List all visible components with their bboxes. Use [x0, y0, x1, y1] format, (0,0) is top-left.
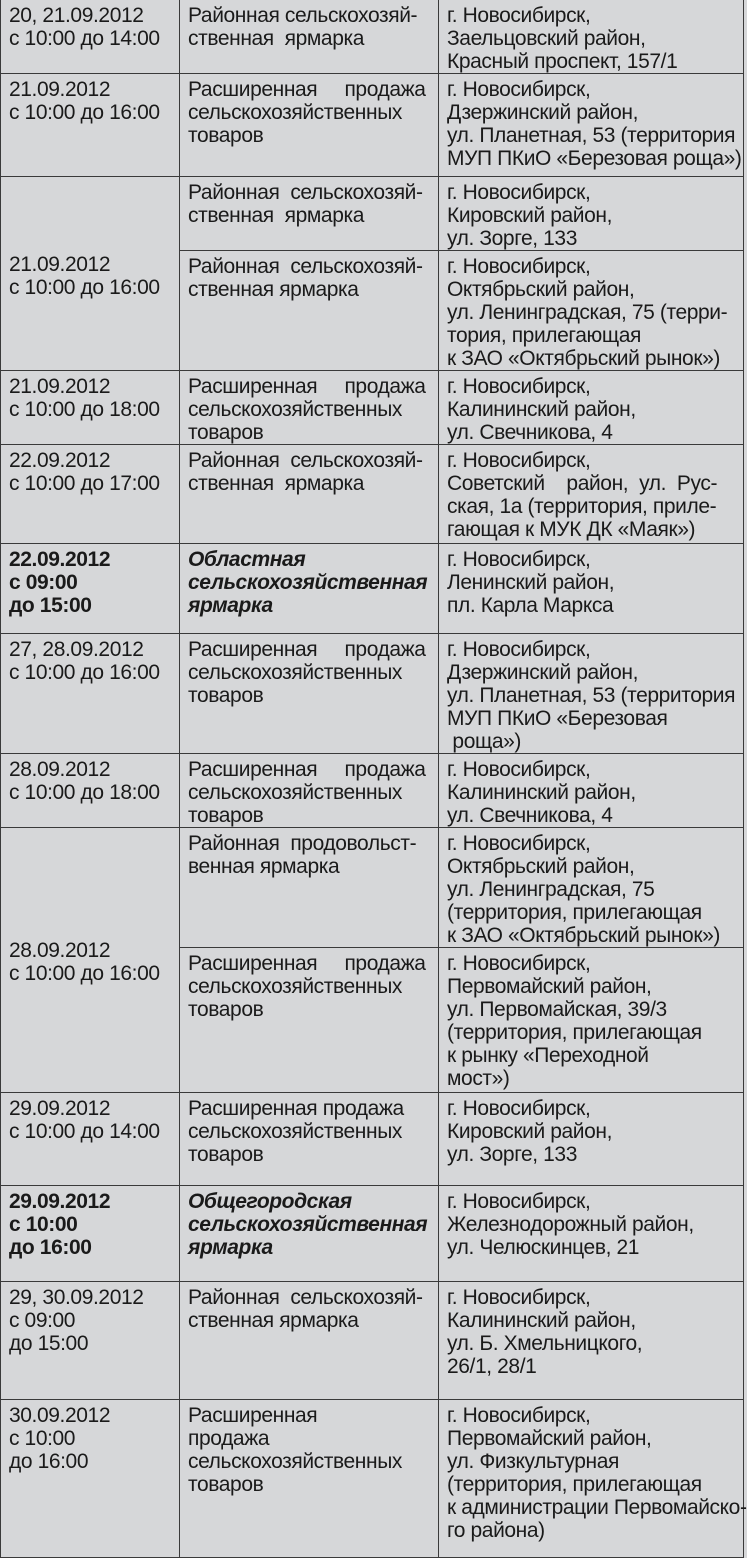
date-cell — [1, 445, 180, 544]
date-cell-line: 29.09.2012 — [9, 1097, 111, 1120]
schedule-body — [1, 0, 747, 1558]
event-cell-line: Районная сельскохозяй- — [188, 4, 418, 27]
event-cell-line: ственная ярмарка — [188, 1309, 359, 1332]
address-cell-line: к ЗАО «Октябрьский рынок») — [447, 924, 720, 947]
event-cell-line: продажа — [188, 1427, 270, 1450]
event-cell-line: Районная сельскохозяй- — [188, 449, 423, 472]
date-cell — [1, 634, 180, 754]
table-row — [1, 1282, 744, 1400]
address-cell-line: Калининский район, — [447, 781, 636, 804]
date-cell-line: 21.09.2012 — [9, 78, 111, 101]
address-cell — [439, 251, 744, 371]
address-cell-line: ул. Свечникова, 4 — [447, 804, 613, 827]
date-cell — [1, 1186, 180, 1282]
event-cell — [180, 1282, 439, 1400]
date-cell-line: 28.09.2012 — [9, 939, 111, 962]
address-cell-line: ул. Зорге, 133 — [447, 1143, 577, 1166]
address-cell-line: ул. Планетная, 53 (территория — [447, 684, 736, 707]
address-cell-line: г. Новосибирск, — [447, 375, 591, 398]
date-cell-line: с 09:00 — [9, 571, 78, 594]
date-cell-line: с 09:00 — [9, 1309, 76, 1332]
address-cell-line: Калининский район, — [447, 398, 636, 421]
date-cell — [1, 0, 180, 74]
event-cell-line: ярмарка — [188, 594, 273, 617]
address-cell-line: гающая к МУК ДК «Маяк») — [447, 518, 696, 541]
address-cell-line: тория, прилегающая — [447, 324, 641, 347]
event-cell — [180, 445, 439, 544]
address-cell-line: ская, 1а (территория, приле- — [447, 495, 717, 518]
event-cell — [180, 634, 439, 754]
address-cell-line: г. Новосибирск, — [447, 1190, 591, 1213]
address-cell-line: Октябрьский район, — [447, 855, 635, 878]
event-cell-line: сельскохозяйственная — [188, 571, 428, 594]
address-cell-line: г. Новосибирск, — [447, 78, 591, 101]
address-cell — [439, 1400, 747, 1558]
table-row — [1, 754, 744, 828]
date-cell — [1, 754, 180, 828]
address-cell — [439, 948, 744, 1093]
event-cell-line: Расширенная продажа — [188, 638, 426, 661]
event-cell — [180, 754, 439, 828]
event-cell-line: Районная сельскохозяй- — [188, 181, 423, 204]
address-cell-line: (территория, прилегающая — [447, 1473, 702, 1496]
date-cell-line: с 10:00 до 14:00 — [9, 1120, 160, 1143]
address-cell-line: Заельцовский район, — [447, 27, 646, 50]
address-cell-line: МУП ПКиО «Березовая роща») — [447, 147, 742, 170]
address-cell-line: пл. Карла Маркса — [447, 594, 614, 617]
address-cell-line: Железнодорожный район, — [447, 1213, 694, 1236]
address-cell-line: г. Новосибирск, — [447, 255, 591, 278]
event-cell — [180, 1400, 439, 1558]
event-cell-line: Расширенная — [188, 1404, 318, 1427]
event-cell-line: товаров — [188, 421, 264, 444]
address-cell-line: г. Новосибирск, — [447, 758, 591, 781]
address-cell-line: г. Новосибирск, — [447, 638, 591, 661]
address-cell-line: ул. Физкультурная — [447, 1450, 619, 1473]
date-cell — [1, 1282, 180, 1400]
date-cell-line: до 16:00 — [9, 1450, 89, 1473]
date-cell-line: с 10:00 до 14:00 — [9, 27, 160, 50]
event-cell — [180, 74, 439, 177]
address-cell-line: Дзержинский район, — [447, 661, 639, 684]
event-cell-line: сельскохозяйственных — [188, 1450, 402, 1473]
date-cell — [1, 544, 180, 634]
date-cell-line: с 10:00 до 16:00 — [9, 101, 160, 124]
date-cell-line: до 16:00 — [9, 1236, 92, 1259]
address-cell-line: Первомайский район, — [447, 1427, 652, 1450]
address-cell-line: к администрации Первомайско- — [447, 1496, 747, 1519]
table-row — [1, 828, 744, 948]
address-cell-line: Красный проспект, 157/1 — [447, 50, 678, 73]
event-cell-line: венная ярмарка — [188, 855, 340, 878]
address-cell-line: г. Новосибирск, — [447, 1286, 591, 1309]
address-cell-line: Советский район, ул. Рус- — [447, 472, 718, 495]
date-cell — [1, 828, 180, 1093]
address-cell-line: ул. Б. Хмельницкого, — [447, 1332, 643, 1355]
table-row — [1, 634, 744, 754]
date-cell-line: 22.09.2012 — [9, 449, 111, 472]
address-cell-line: Октябрьский район, — [447, 278, 635, 301]
address-cell-line: Кировский район, — [447, 204, 613, 227]
table-row — [1, 0, 744, 74]
date-cell-line: с 10:00 до 17:00 — [9, 472, 160, 495]
event-cell-line: Областная — [188, 548, 306, 571]
address-cell-line: г. Новосибирск, — [447, 548, 591, 571]
address-cell-line: ул. Зорге, 133 — [447, 227, 577, 250]
date-cell-line: 21.09.2012 — [9, 252, 111, 276]
event-cell — [180, 1093, 439, 1186]
event-cell-line: ственная ярмарка — [188, 472, 365, 495]
event-cell-line: сельскохозяйственных — [188, 101, 402, 124]
date-cell — [1, 371, 180, 445]
event-cell-line: ственная ярмарка — [188, 204, 365, 227]
event-cell-line: сельскохозяйственных — [188, 661, 402, 684]
table-row — [1, 177, 744, 251]
date-cell-line: 20, 21.09.2012 — [9, 4, 144, 27]
date-cell-line: с 10:00 до 18:00 — [9, 398, 160, 421]
table-row — [1, 1186, 744, 1282]
address-cell-line: ул. Ленинградская, 75 — [447, 878, 655, 901]
address-cell-line: ул. Челюскинцев, 21 — [447, 1236, 640, 1259]
event-cell-line: товаров — [188, 998, 264, 1021]
date-cell — [1, 74, 180, 177]
address-cell-line: Дзержинский район, — [447, 101, 639, 124]
event-cell-line: сельскохозяйственных — [188, 975, 402, 998]
event-cell-line: Районная сельскохозяй- — [188, 1286, 423, 1309]
table-row — [1, 445, 744, 544]
date-cell-line: с 10:00 до 16:00 — [9, 661, 160, 684]
event-cell — [180, 828, 439, 948]
table-row — [1, 74, 744, 177]
address-cell-line: МУП ПКиО «Березовая — [447, 707, 668, 730]
date-cell — [1, 1093, 180, 1186]
event-cell-line: сельскохозяйственная — [188, 1213, 428, 1236]
date-cell-line: с 10:00 до 18:00 — [9, 781, 160, 804]
event-cell-line: ственная ярмарка — [188, 278, 359, 301]
table-row — [1, 544, 744, 634]
date-cell — [1, 1400, 180, 1558]
date-cell-line: 28.09.2012 — [9, 758, 111, 781]
address-cell — [439, 74, 744, 177]
address-cell-line: роща») — [447, 730, 522, 753]
event-cell-line: Районная сельскохозяй- — [188, 255, 423, 278]
address-cell-line: г. Новосибирск, — [447, 4, 591, 27]
address-cell-line: Калининский район, — [447, 1309, 636, 1332]
address-cell — [439, 445, 744, 544]
address-cell-line: г. Новосибирск, — [447, 832, 591, 855]
date-cell-line: с 10:00 — [9, 1213, 78, 1236]
address-cell — [439, 544, 744, 634]
event-cell-line: Расширенная продажа — [188, 1097, 404, 1120]
event-cell-line: Расширенная продажа — [188, 952, 426, 975]
event-cell — [180, 0, 439, 74]
date-cell-line: 30.09.2012 — [9, 1404, 111, 1427]
address-cell — [439, 828, 744, 948]
address-cell — [439, 371, 744, 445]
event-cell-line: сельскохозяйственных — [188, 398, 402, 421]
event-cell-line: ярмарка — [188, 1236, 273, 1259]
table-row — [1, 371, 744, 445]
event-cell-line: товаров — [188, 1473, 264, 1496]
address-cell-line: ул. Свечникова, 4 — [447, 421, 613, 444]
date-cell-line: 29, 30.09.2012 — [9, 1286, 144, 1309]
address-cell-line: ул. Планетная, 53 (территория — [447, 124, 736, 147]
address-cell — [439, 1093, 744, 1186]
address-cell — [439, 1186, 744, 1282]
address-cell-line: (территория, прилегающая — [447, 901, 702, 924]
address-cell-line: (территория, прилегающая — [447, 1021, 702, 1044]
event-cell — [180, 544, 439, 634]
date-cell-line: с 10:00 до 16:00 — [9, 962, 160, 985]
table-row — [1, 1093, 744, 1186]
date-cell-line: 22.09.2012 — [9, 548, 111, 571]
event-cell — [180, 948, 439, 1093]
event-cell-line: товаров — [188, 124, 264, 147]
event-cell-line: ственная ярмарка — [188, 27, 365, 50]
address-cell-line: 26/1, 28/1 — [447, 1355, 537, 1378]
event-cell-line: Расширенная продажа — [188, 758, 426, 781]
date-cell-line: до 15:00 — [9, 594, 92, 617]
event-cell-line: сельскохозяйственных — [188, 1120, 402, 1143]
event-cell — [180, 371, 439, 445]
address-cell — [439, 754, 744, 828]
event-cell — [180, 177, 439, 251]
address-cell-line: г. Новосибирск, — [447, 181, 591, 204]
address-cell-line: г. Новосибирск, — [447, 952, 591, 975]
event-cell-line: товаров — [188, 804, 264, 827]
address-cell — [439, 634, 744, 754]
event-cell — [180, 251, 439, 371]
address-cell-line: Ленинский район, — [447, 571, 615, 594]
address-cell-line: г. Новосибирск, — [447, 1097, 591, 1120]
table-row — [1, 1400, 744, 1558]
event-cell-line: сельскохозяйственных — [188, 781, 402, 804]
address-cell-line: го района) — [447, 1519, 545, 1542]
event-cell-line: Расширенная продажа — [188, 78, 426, 101]
date-cell-line: 27, 28.09.2012 — [9, 638, 144, 661]
event-cell — [180, 1186, 439, 1282]
address-cell-line: Кировский район, — [447, 1120, 613, 1143]
date-cell-line: 21.09.2012 — [9, 375, 111, 398]
date-cell — [1, 177, 180, 371]
address-cell-line: к рынку «Переходной — [447, 1044, 649, 1067]
address-cell — [439, 0, 744, 74]
address-cell-line: мост») — [447, 1067, 510, 1090]
address-cell-line: г. Новосибирск, — [447, 449, 591, 472]
address-cell-line: к ЗАО «Октябрьский рынок») — [447, 347, 720, 370]
date-cell-line: 29.09.2012 — [9, 1190, 111, 1213]
event-cell-line: Районная продовольст- — [188, 832, 417, 855]
address-cell-line: г. Новосибирск, — [447, 1404, 591, 1427]
event-cell-line: товаров — [188, 1143, 264, 1166]
date-cell-line: с 10:00 — [9, 1427, 76, 1450]
address-cell — [439, 177, 744, 251]
event-cell-line: товаров — [188, 684, 264, 707]
event-cell-line: Расширенная продажа — [188, 375, 426, 398]
address-cell — [439, 1282, 744, 1400]
event-cell-line: Общегородская — [188, 1190, 352, 1213]
address-cell-line: ул. Первомайская, 39/3 — [447, 998, 667, 1021]
date-cell-line: до 15:00 — [9, 1332, 89, 1355]
address-cell-line: Первомайский район, — [447, 975, 652, 998]
date-cell-line: с 10:00 до 16:00 — [9, 275, 160, 299]
address-cell-line: ул. Ленинградская, 75 (терри- — [447, 301, 728, 324]
